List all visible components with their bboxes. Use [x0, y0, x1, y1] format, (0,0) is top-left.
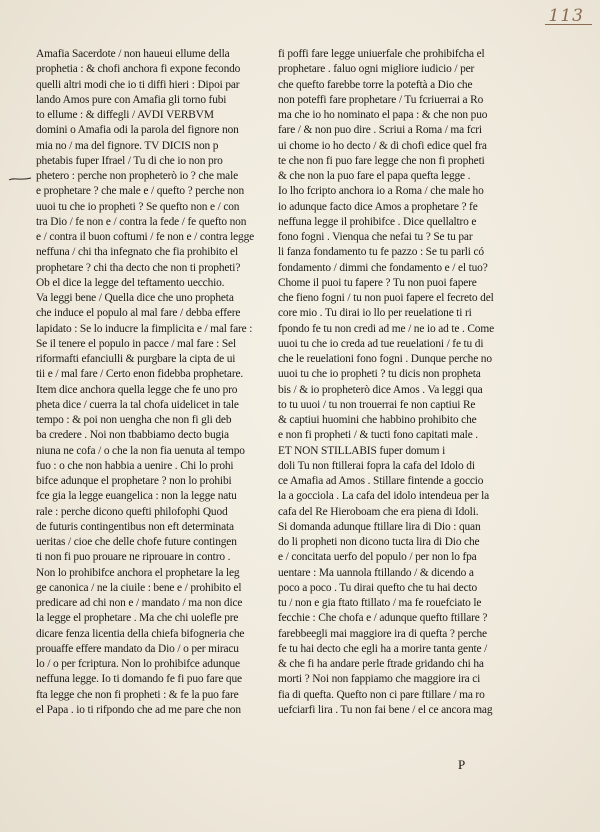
text-line: uefciarfi lira . Tu non fai bene / el ce ancora mag [278, 703, 493, 716]
text-line: & captiui huomini che habbino prohibito che [278, 414, 477, 426]
text-line: neffuna / chi tha infegnato che fia prohibito el [36, 246, 238, 259]
text-line: tempo : & poi non uengha che non fi gli deb [36, 414, 232, 426]
text-line: ueritas / cioe che delle chofe future contingen [36, 536, 237, 548]
text-line: prophetia : & chofi anchora fi expone fecondo [36, 63, 241, 76]
text-line: quelli altri modi che io ti diffi hieri : Dipoi par [36, 78, 240, 91]
text-line: dicare fenza licentia della chiefa bifogneria che [36, 627, 245, 640]
text-line: Va leggi bene / Quella dice che uno propheta [36, 292, 234, 304]
text-line: phetabis fuper Ifrael / Tu di che io non pro [36, 154, 223, 167]
text-line: te che non fi puo fare legge che non fi propheti [278, 154, 485, 167]
signature-mark: P [458, 757, 466, 772]
text-line: Ob el dice la legge del teftamento uecchio. [36, 276, 225, 289]
text-line: mia no / ma del fignore. TV DICIS non p [36, 139, 219, 152]
text-line: predicare ad chi non e / mandato / ma non dice [36, 597, 243, 609]
text-line: fta legge che non fi propheti : & fe la puo fare [36, 688, 239, 701]
text-line: Si domanda adunque ftillare lira di Dio : quan [278, 520, 481, 533]
text-line: to ellume : & diffegli / AVDI VERBVM [36, 109, 214, 121]
text-line: fondamento / dimmi che fondamento e / el tuo? [278, 261, 488, 274]
text-line: tii e / mal fare / Certo enon fidebba prophetare. [36, 368, 244, 381]
text-line: ce Amafia ad Amos . Stillare fintende a goccio [278, 475, 484, 487]
text-line: fi poffi fare legge uniuerfale che prohibifcha el [278, 48, 485, 60]
text-line: lo / o per fcriptura. Non lo prohibifce adunque [36, 658, 240, 670]
text-line: fce gia la legge euangelica : non la legge natu [36, 490, 237, 503]
text-line: uuoi tu che io propheti ? Se quefto non e / con [36, 200, 240, 213]
text-line: ge canonica / ne la ciuile : bene e / prohibito el [36, 581, 242, 594]
text-line: ET NON STILLABIS fuper domum i [278, 444, 446, 457]
text-line: e / concitata uerfo del populo / per non lo fpa [278, 551, 477, 564]
text-line: lando Amos pure con Amafia gli torno fubi [36, 93, 227, 106]
left-text-column [36, 47, 274, 718]
text-line: fare / & non puo dire . Scriui a Roma / ma fcri [278, 124, 482, 137]
text-line: & che fi ha andare perle ftrade gridando chi ha [278, 658, 484, 670]
text-line: domini o Amafia odi la parola del fignore non [36, 124, 239, 137]
text-line: prophetare ? chi tha decto che non ti propheti? [36, 261, 241, 274]
text-line: el Papa . io ti rifpondo che ad me pare che non [36, 703, 241, 716]
text-line: lapidato : Se lo inducre la fimplicita e / mal fare : [36, 322, 253, 335]
text-line: cafa del Re Hieroboam che era piena di Idoli. [278, 505, 479, 518]
text-line: uuoi tu che io propheti ? tu dicis non propheta [278, 368, 481, 381]
text-line: riformafti efanciulli & purgbare la cipta de ui [36, 353, 236, 365]
text-line: bifce adunque el prophetare ? non lo prohibi [36, 475, 232, 487]
text-line: fono fogni . Vienqua che nefai tu ? Se tu par [278, 231, 473, 243]
text-line: Io lho fcripto anchora io a Roma / che male ho [278, 185, 484, 198]
right-text-column [278, 47, 514, 718]
text-line: ui chome io ho decto / & di chofi edice quel fra [278, 139, 487, 152]
text-line: uentare : Ma uannola ftillando / & dicendo a [278, 566, 474, 579]
marginal-pen-mark [8, 175, 32, 183]
text-line: non poteffi fare prophetare / Tu fcriuerrai a Ro [278, 93, 484, 106]
text-line: poco a poco . Tu dirai quefto che tu hai decto [278, 581, 478, 594]
text-line: do li propheti non dicono tucta lira di Dio che [278, 536, 480, 548]
text-line: e / contra il buon coftumi / fe non e / contra legge [36, 231, 255, 243]
text-line: e non fi propheti / & tucti fono capitati male . [278, 429, 478, 442]
text-line: io adunque facto dice Amos a prophetare ? fe [278, 200, 478, 213]
text-line: neffuna legge. Io ti domando fe fi puo fare que [36, 673, 242, 686]
text-line: pheta dice / cuerra la tal chofa uidelicet in tale [36, 398, 239, 411]
text-line: fuo : o che non habbia a uenire . Chi lo prohi [36, 459, 234, 472]
text-line: fia di quefta. Quefto non ci pare ftillare / ma ro [278, 688, 485, 701]
text-line: la legge el prophetare . Ma che chi uolefle pre [36, 612, 239, 625]
text-line: tu / non e gia ftato ftillato / ma fe rouefciato le [278, 597, 482, 609]
text-line: che induce el populo al mal fare / debba effere [36, 307, 241, 320]
text-line: Chome il puoi tu fapere ? Tu non puoi fapere [278, 276, 477, 289]
text-line: ma che io ho nominato el papa : & che non puo [278, 109, 488, 121]
text-line: to tu uuoi / tu non trouerrai fe non captiui Re [278, 398, 476, 411]
text-line: che le reuelationi fono fogni . Dunque perche no [278, 353, 492, 365]
text-line: Se il tenere el populo in pacce / mal fare : Sel [36, 337, 236, 350]
text-line: li fanza fondamento tu fe pazzo : Se tu parli có [278, 246, 484, 259]
text-line: Item dice anchora quella legge che fe uno pro [36, 383, 238, 396]
text-line: uuoi tu che io creda ad tue reuelationi / fe tu di [278, 337, 484, 350]
text-line: niuna ne cofa / o che la non fia uenuta al tempo [36, 444, 245, 457]
text-line: Amafia Sacerdote / non haueui ellume della [36, 48, 230, 60]
text-line: ba credere . Noi non tbabbiamo decto bugia [36, 429, 229, 442]
text-line: doli Tu non ftillerai fopra la cafa del Idolo di [278, 459, 475, 472]
text-line: e prophetare ? che male e / quefto ? perche non [36, 185, 244, 198]
text-line: & che non la puo fare el papa quefta legge . [278, 170, 471, 182]
folio-number: 113 [548, 6, 584, 26]
text-line: bis / & io propheterò dice Amos . Va leggi qua [278, 383, 483, 396]
text-line: de futuris contingentibus non eft determinata [36, 520, 234, 533]
text-line: che quefto farebbe torre la poteftà a Dio che [278, 78, 473, 91]
text-line: prophetare . faluo ogni migliore iudicio / per [278, 63, 475, 76]
text-line: morti ? Noi non fappiamo che maggiore ira ci [278, 673, 481, 686]
text-line: core mio . Tu dirai io llo per reuelatione ti ri [278, 307, 472, 320]
text-line: ti non fi puo prouare ne riprouare in contro . [36, 551, 231, 564]
text-line: la a gocciola . La cafa del idolo intendeua per la [278, 490, 490, 503]
text-line: tra Dio / fe non e / contra la fede / fe quefto non [36, 215, 247, 228]
text-line: fecchie : Che chofa e / adunque quefto ftillare ? [278, 612, 488, 625]
text-line: fpondo fe tu non credi ad me / ne io ad te . Come [278, 322, 494, 335]
text-line: neffuna legge il prohibifce . Dice quellaltro e [278, 215, 477, 228]
text-line: prouaffe effere mandato da Dio / o per miracu [36, 642, 239, 655]
text-line: farebbeegli mai maggiore ira di quefta ? perche [278, 627, 487, 640]
text-line: Non lo prohibifce anchora el prophetare la leg [36, 566, 240, 579]
text-line: che fieno fogni / tu non puoi fapere el fecreto del [278, 292, 494, 304]
text-line: rale : perche dicono quefti philofophi Quod [36, 505, 228, 518]
text-line: fe tu hai decto che egli ha a morire tanta gente / [278, 642, 488, 655]
text-line: phetero : perche non propheterò io ? che male [36, 170, 238, 182]
